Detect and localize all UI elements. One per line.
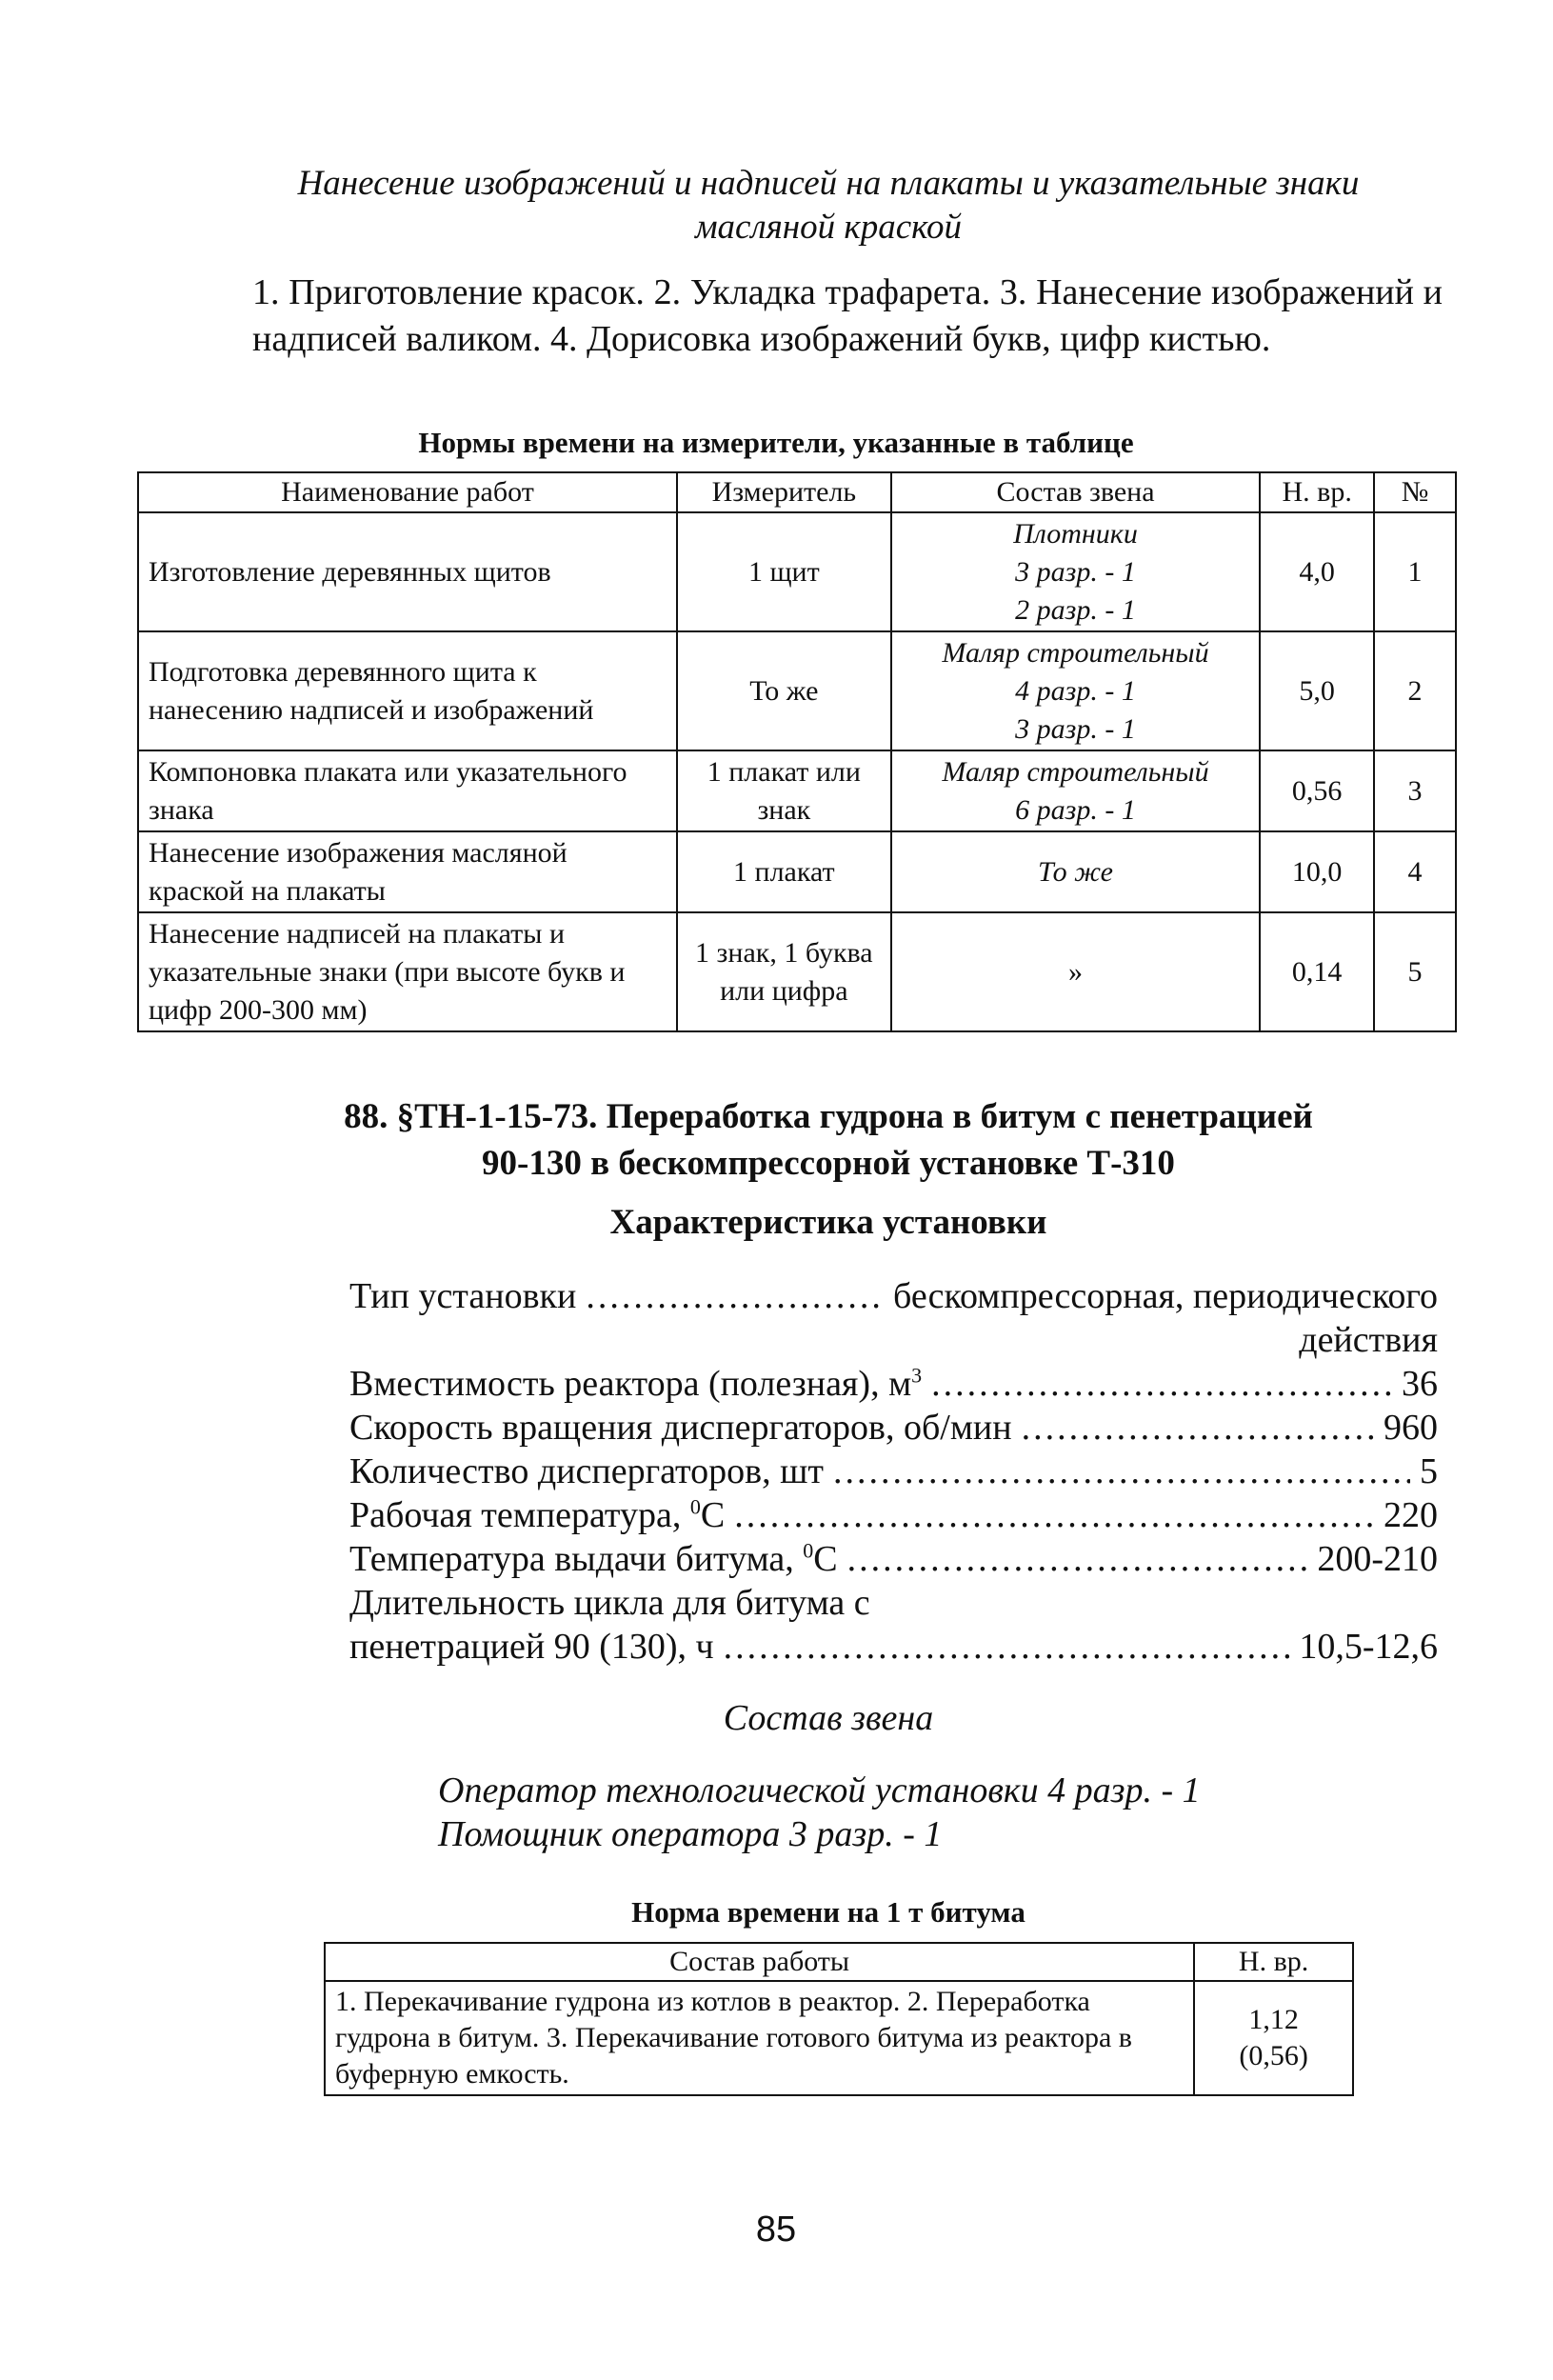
norm-value: 5,0 [1260, 631, 1374, 750]
col-header-crew: Состав звена [891, 472, 1260, 512]
norm-value: 4,0 [1260, 512, 1374, 631]
spec-cycle: пенетрацией 90 (130), ч ..... 10,5-12,6 [349, 1625, 1438, 1669]
operations-text: 1. Приготовление красок. 2. Укладка трафарета. 3. Нанесение изображений и надписей валиком. 4. Дорисовка изображений букв, цифр кистью. [252, 272, 1443, 359]
table1-caption: Нормы времени на измерители, указанные в таблице [418, 426, 1134, 459]
heading-line: 90-130 в бескомпрессорной установке Т-310 [482, 1144, 1175, 1183]
crew-line: 3 разр. - 1 [1015, 712, 1136, 745]
crew-cell [891, 512, 1260, 631]
crew-line: Плотники [1013, 517, 1138, 550]
col-header-meter: Измеритель [677, 472, 891, 512]
col-header-norm: Н. вр. [1260, 472, 1374, 512]
crew-line: 2 разр. - 1 [1015, 593, 1136, 626]
crew-heading: Состав звена [723, 1698, 934, 1738]
row-number: 3 [1374, 750, 1456, 831]
work-composition: 1. Перекачивание гудрона из котлов в реактор. 2. Переработка гудрона в битум. 3. Перекачивание готового битума из реактора в буферную емкость. [325, 1981, 1194, 2095]
spec-out-temp: Температура выдачи битума, $^0$С ..... 200-210 [349, 1537, 1438, 1581]
col-header-name: Наименование работ [138, 472, 677, 512]
norm-table [324, 1942, 1354, 2096]
work-name: Нанесение изображения масляной краской на плакаты [138, 831, 677, 912]
work-name: Нанесение надписей на плакаты и указательные знаки (при высоте букв и цифр 200-300 мм) [138, 912, 677, 1031]
row-number: 1 [1374, 512, 1456, 631]
page-number: 85 [755, 2210, 797, 2250]
meter: 1 плакат [677, 831, 891, 912]
crew-cell: » [891, 912, 1260, 1031]
crew-line: 4 разр. - 1 [1015, 674, 1136, 707]
spec-list [349, 1274, 1438, 1669]
crew-line: Оператор технологической установки 4 разр. - 1 [438, 1770, 1201, 1810]
meter: То же [677, 631, 891, 750]
row-number: 4 [1374, 831, 1456, 912]
crew-cell [891, 750, 1260, 831]
col-header-num: № [1374, 472, 1456, 512]
table-row [138, 750, 1456, 831]
section-title: Нанесение изображений и надписей на плакаты и указательные знаки масляной краской [297, 164, 1360, 247]
spec-work-temp: Рабочая температура, $^0$С ..... 220 [349, 1493, 1438, 1537]
work-name: Компоновка плаката или указательного знака [138, 750, 677, 831]
meter: 1 знак, 1 буква или цифра [677, 912, 891, 1031]
table-row [138, 631, 1456, 750]
table-row [325, 1981, 1353, 2095]
norm-cell: 1,12 (0,56) [1194, 1981, 1353, 2095]
row-number: 2 [1374, 631, 1456, 750]
spec-count: Количество диспергаторов, шт ..... 5 [349, 1450, 1438, 1493]
crew-line: Помощник оператора 3 разр. - 1 [438, 1814, 943, 1854]
meter: 1 щит [677, 512, 891, 631]
table-row [138, 512, 1456, 631]
crew-cell: То же [891, 831, 1260, 912]
work-name: Изготовление деревянных щитов [138, 512, 677, 631]
crew-cell [891, 631, 1260, 750]
col-header-norm: Н. вр. [1194, 1943, 1353, 1981]
spec-volume: Вместимость реактора (полезная), $м^3$ ..... 36 [349, 1362, 1438, 1406]
norm-value: 10,0 [1260, 831, 1374, 912]
table2-caption: Норма времени на 1 т битума [631, 1895, 1025, 1929]
crew-line: 3 разр. - 1 [1015, 555, 1136, 588]
table1-header-row [138, 472, 1456, 512]
spec-speed: Скорость вращения диспергаторов, об/мин ..... 960 [349, 1406, 1438, 1450]
col-header-work: Состав работы [325, 1943, 1194, 1981]
characteristics-heading: Характеристика установки [609, 1203, 1047, 1242]
section-88-heading [229, 1093, 1428, 1187]
table2-header-row [325, 1943, 1353, 1981]
spec-type: Тип установки ..... бескомпрессорная, периодического [349, 1274, 1438, 1318]
meter: 1 плакат или знак [677, 750, 891, 831]
crew-line: 6 разр. - 1 [1015, 793, 1136, 826]
norm-value: 0,56 [1260, 750, 1374, 831]
table-row [138, 831, 1456, 912]
crew-line: Маляр строительный [942, 636, 1209, 669]
heading-line: 88. §ТН-1-15-73. Переработка гудрона в битум с пенетрацией [344, 1097, 1313, 1136]
norm-value: 0,14 [1260, 912, 1374, 1031]
crew-line: Маляр строительный [942, 755, 1209, 788]
table-row [138, 912, 1456, 1031]
spec-cycle-label: Длительность цикла для битума с [349, 1583, 870, 1623]
norms-table [137, 471, 1457, 1032]
spec-type-cont: действия [1299, 1320, 1438, 1360]
work-name: Подготовка деревянного щита к нанесению надписей и изображений [138, 631, 677, 750]
row-number: 5 [1374, 912, 1456, 1031]
